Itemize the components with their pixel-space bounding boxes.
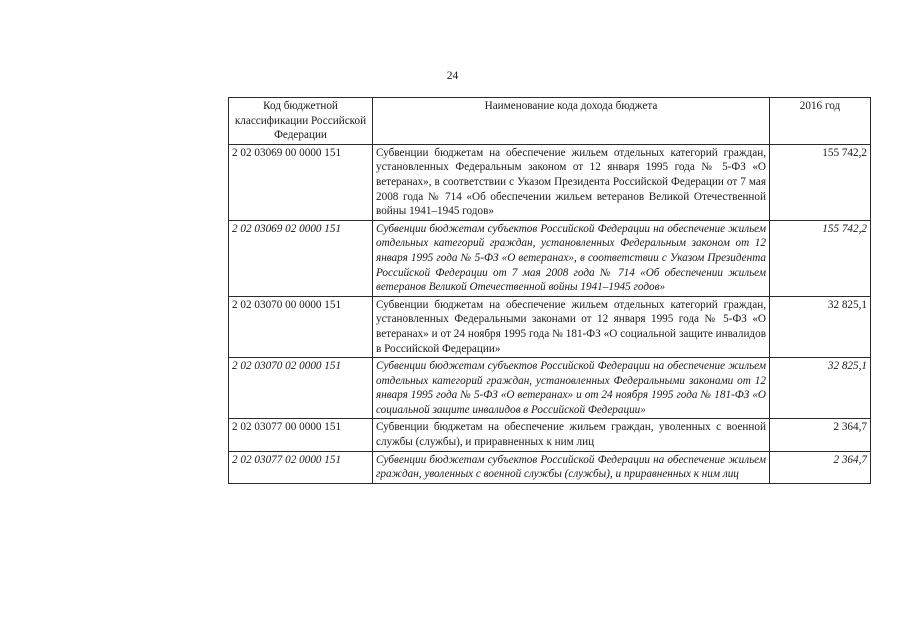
row-name: Субвенции бюджетам на обеспечение жильем отдельных категорий граждан, установленных Федеральными законами от 12 января 1995 года № 5-ФЗ «О ветеранах» и от 24 ноября 1995 года № 181-ФЗ «О социальной защите инвалидов в Российской Федерации» bbox=[373, 296, 770, 357]
row-code: 2 02 03069 00 0000 151 bbox=[229, 144, 373, 220]
table-row bbox=[229, 419, 871, 451]
row-name: Субвенции бюджетам субъектов Российской Федерации на обеспечение жильем граждан, уволенных с военной службы (службы), и приравненных к ним лиц bbox=[373, 451, 770, 483]
row-amount: 32 825,1 bbox=[770, 296, 871, 357]
row-code: 2 02 03069 02 0000 151 bbox=[229, 220, 373, 296]
row-amount: 155 742,2 bbox=[770, 144, 871, 220]
row-name: Субвенции бюджетам на обеспечение жильем граждан, уволенных с военной службы (службы), и приравненных к ним лиц bbox=[373, 419, 770, 451]
table-header-row bbox=[229, 98, 871, 145]
row-amount: 2 364,7 bbox=[770, 419, 871, 451]
header-code: Код бюджетной классификации Российской Федерации bbox=[229, 98, 373, 145]
row-code: 2 02 03070 02 0000 151 bbox=[229, 358, 373, 419]
row-code: 2 02 03077 00 0000 151 bbox=[229, 419, 373, 451]
row-amount: 32 825,1 bbox=[770, 358, 871, 419]
header-year: 2016 год bbox=[770, 98, 871, 145]
table-row bbox=[229, 144, 871, 220]
row-code: 2 02 03070 00 0000 151 bbox=[229, 296, 373, 357]
budget-table bbox=[228, 97, 871, 484]
table-row bbox=[229, 296, 871, 357]
table-row bbox=[229, 358, 871, 419]
row-code: 2 02 03077 02 0000 151 bbox=[229, 451, 373, 483]
table-row bbox=[229, 451, 871, 483]
table-row bbox=[229, 220, 871, 296]
row-name: Субвенции бюджетам субъектов Российской Федерации на обеспечение жильем отдельных категорий граждан, установленных Федеральным законом от 12 января 1995 года № 5-ФЗ «О ветеранах», в соответствии с Указом Президента Российской Федерации от 7 мая 2008 года № 714 «Об обеспечении жильем ветеранов Великой Отечественной войны 1941–1945 годов» bbox=[373, 220, 770, 296]
header-name: Наименование кода дохода бюджета bbox=[373, 98, 770, 145]
row-name: Субвенции бюджетам на обеспечение жильем отдельных категорий граждан, установленных Федеральным законом от 12 января 1995 года № 5-ФЗ «О ветеранах», в соответствии с Указом Президента Российской Федерации от 7 мая 2008 года № 714 «Об обеспечении жильем ветеранов Великой Отечественной войны 1941–1945 годов» bbox=[373, 144, 770, 220]
row-amount: 155 742,2 bbox=[770, 220, 871, 296]
page-number: 24 bbox=[446, 70, 459, 82]
row-amount: 2 364,7 bbox=[770, 451, 871, 483]
row-name: Субвенции бюджетам субъектов Российской Федерации на обеспечение жильем отдельных категорий граждан, установленных Федеральными законами от 12 января 1995 года № 5-ФЗ «О ветеранах» и от 24 ноября 1995 года № 181-ФЗ «О социальной защите инвалидов в Российской Федерации» bbox=[373, 358, 770, 419]
